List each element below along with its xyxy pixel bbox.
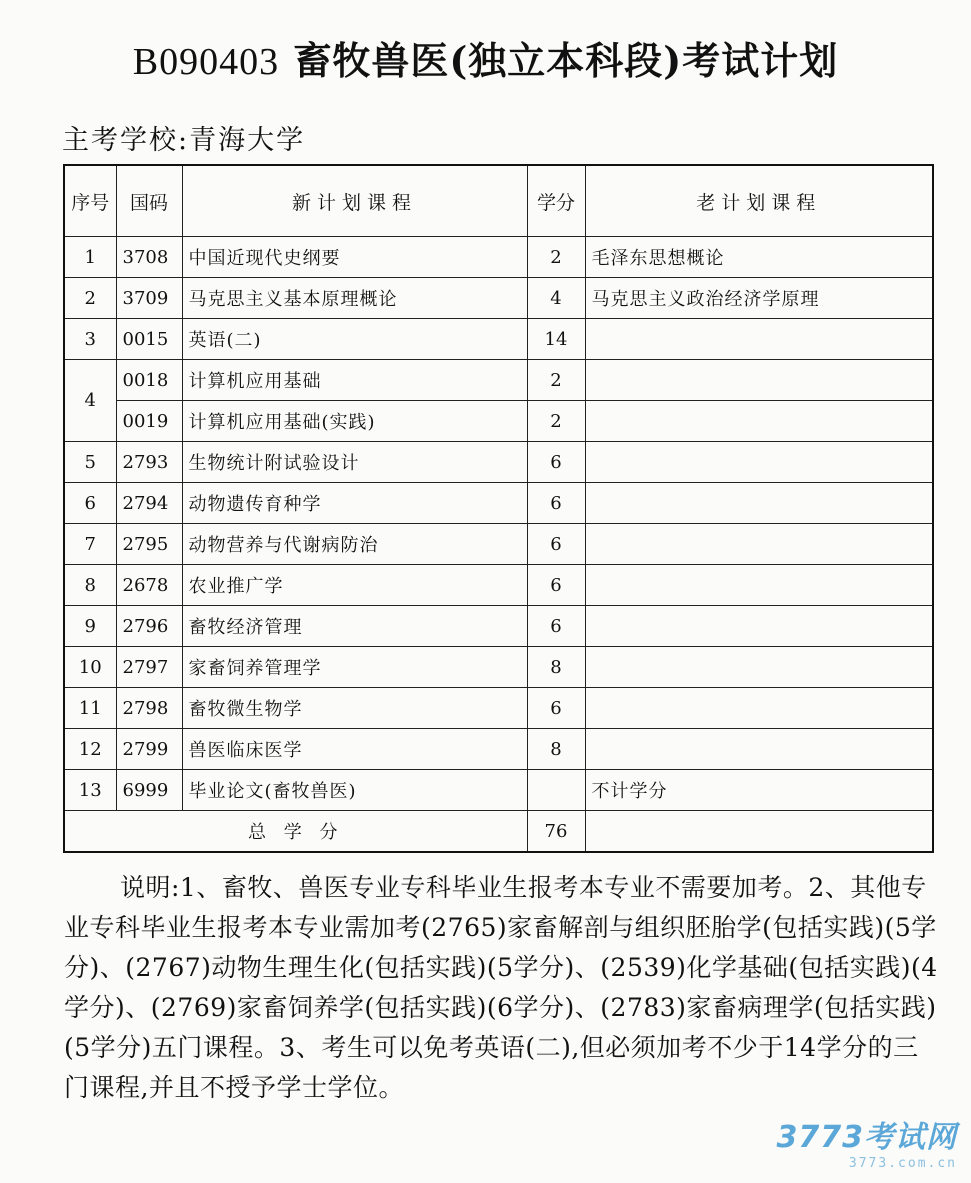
total-empty-cell: [585, 811, 933, 853]
row-credits: 4: [527, 278, 585, 319]
row-seq: 10: [64, 647, 116, 688]
row-code: 0018: [116, 360, 182, 401]
table-row: [64, 606, 933, 647]
row-seq: 4: [64, 360, 116, 442]
row-course: 家畜饲养管理学: [182, 647, 527, 688]
row-course: 畜牧经济管理: [182, 606, 527, 647]
header-code: 国码: [116, 165, 182, 237]
header-credits: 学分: [527, 165, 585, 237]
table-row: [64, 729, 933, 770]
row-code: 2796: [116, 606, 182, 647]
row-credits: 8: [527, 647, 585, 688]
row-course: 畜牧微生物学: [182, 688, 527, 729]
row-course: 农业推广学: [182, 565, 527, 606]
total-credits: 76: [527, 811, 585, 853]
page-title: [0, 30, 971, 85]
row-credits: 2: [527, 237, 585, 278]
row-credits: 6: [527, 524, 585, 565]
row-old-course: [585, 688, 933, 729]
row-old-course: [585, 647, 933, 688]
row-old-course: 马克思主义政治经济学原理: [585, 278, 933, 319]
row-seq: 1: [64, 237, 116, 278]
row-old-course: [585, 483, 933, 524]
row-seq: 11: [64, 688, 116, 729]
row-old-course: [585, 360, 933, 401]
row-code: 2678: [116, 565, 182, 606]
watermark-url: 3773.com.cn: [848, 1156, 957, 1171]
row-old-course: 不计学分: [585, 770, 933, 811]
row-code: 2799: [116, 729, 182, 770]
row-course: 计算机应用基础: [182, 360, 527, 401]
row-code: 2797: [116, 647, 182, 688]
table-row: [64, 237, 933, 278]
row-credits: 2: [527, 360, 585, 401]
table-row: [64, 524, 933, 565]
major-title: 畜牧兽医(独立本科段)考试计划: [293, 38, 839, 83]
header-new-course: 新计划课程: [182, 165, 527, 237]
notes-section: [64, 868, 940, 1108]
row-seq: 8: [64, 565, 116, 606]
table-row: [64, 360, 933, 401]
row-old-course: [585, 565, 933, 606]
table-row: [64, 319, 933, 360]
row-credits: 6: [527, 606, 585, 647]
header-seq: 序号: [64, 165, 116, 237]
row-old-course: [585, 606, 933, 647]
row-credits: 14: [527, 319, 585, 360]
row-old-course: [585, 729, 933, 770]
header-old-course: 老计划课程: [585, 165, 933, 237]
watermark-logo: 3773考试网: [776, 1120, 957, 1155]
table-row: [64, 647, 933, 688]
row-code: 2793: [116, 442, 182, 483]
row-code: 6999: [116, 770, 182, 811]
major-code: B090403: [132, 41, 280, 83]
table-row: [64, 278, 933, 319]
row-old-course: [585, 442, 933, 483]
row-code: 2798: [116, 688, 182, 729]
row-seq: 12: [64, 729, 116, 770]
row-old-course: 毛泽东思想概论: [585, 237, 933, 278]
row-course: 计算机应用基础(实践): [182, 401, 527, 442]
table-row: [64, 442, 933, 483]
watermark: [777, 1112, 958, 1171]
row-code: 2794: [116, 483, 182, 524]
row-seq: 13: [64, 770, 116, 811]
row-course: 兽医临床医学: [182, 729, 527, 770]
notes-text: 说明:1、畜牧、兽医专业专科毕业生报考本专业不需要加考。2、其他专业专科毕业生报考本专业需加考(2765)家畜解剖与组织胚胎学(包括实践)(5学分)、(2767)动物生理生化(包括实践)(5学分)、(2539)化学基础(包括实践)(4学分)、(2769)家畜饲养学(包括实践)(6学分)、(2783)家畜病理学(包括实践)(5学分)五门课程。3、考生可以免考英语(二),但必须加考不少于14学分的三门课程,并且不授予学士学位。: [64, 873, 938, 1102]
row-code: 0015: [116, 319, 182, 360]
row-seq: 6: [64, 483, 116, 524]
row-credits: 6: [527, 483, 585, 524]
table-row: [64, 565, 933, 606]
row-credits: 6: [527, 688, 585, 729]
total-label: 总 学 分: [64, 811, 527, 853]
table-row: [64, 688, 933, 729]
row-seq: 5: [64, 442, 116, 483]
row-course: 动物遗传育种学: [182, 483, 527, 524]
row-course: 马克思主义基本原理概论: [182, 278, 527, 319]
row-old-course: [585, 524, 933, 565]
row-credits: 6: [527, 565, 585, 606]
school-label: 主考学校:青海大学: [62, 125, 306, 156]
total-row: [64, 811, 933, 853]
row-seq: 2: [64, 278, 116, 319]
row-course: 中国近现代史纲要: [182, 237, 527, 278]
row-credits: 2: [527, 401, 585, 442]
exam-plan-table: [63, 164, 934, 853]
row-course: 动物营养与代谢病防治: [182, 524, 527, 565]
row-old-course: [585, 401, 933, 442]
row-course: 毕业论文(畜牧兽医): [182, 770, 527, 811]
table-header-row: [64, 165, 933, 237]
row-old-course: [585, 319, 933, 360]
row-code: 0019: [116, 401, 182, 442]
row-code: 3709: [116, 278, 182, 319]
row-course: 生物统计附试验设计: [182, 442, 527, 483]
row-seq: 3: [64, 319, 116, 360]
row-course: 英语(二): [182, 319, 527, 360]
table-row: [64, 483, 933, 524]
row-code: 3708: [116, 237, 182, 278]
row-credits: 6: [527, 442, 585, 483]
row-credits: [527, 770, 585, 811]
row-seq: 9: [64, 606, 116, 647]
row-code: 2795: [116, 524, 182, 565]
row-credits: 8: [527, 729, 585, 770]
table-row: [64, 770, 933, 811]
table-row: [64, 401, 933, 442]
row-seq: 7: [64, 524, 116, 565]
